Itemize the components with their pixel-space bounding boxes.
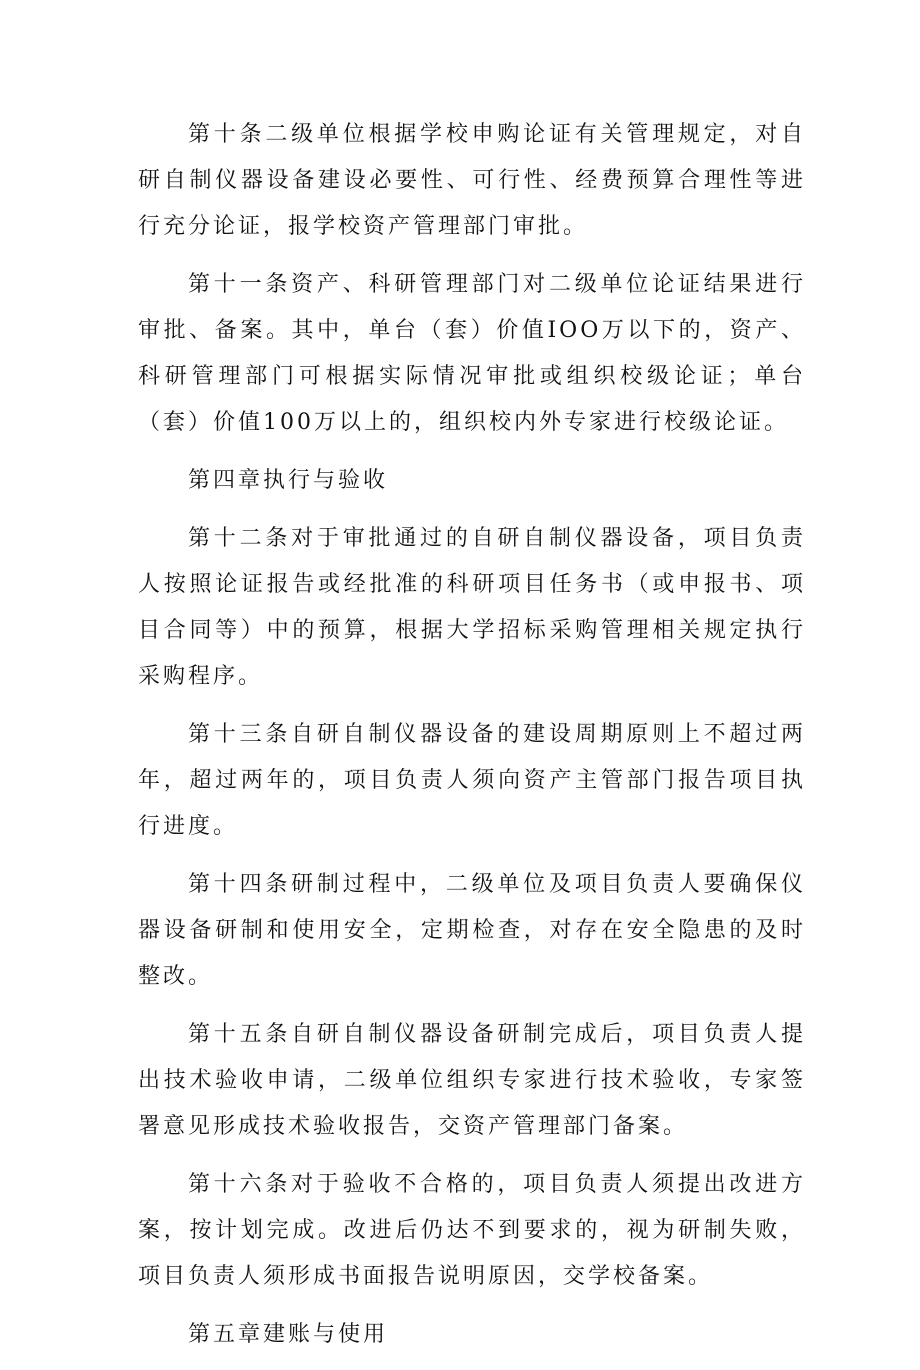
article-13-paragraph: 第十三条自研自制仪器设备的建设周期原则上不超过两年，超过两年的，项目负责人须向资产主管部门报告项目执行进度。 (138, 722, 806, 839)
chapter-4-heading: 第四章执行与验收 (188, 468, 389, 493)
article-15-paragraph: 第十五条自研自制仪器设备研制完成后，项目负责人提出技术验收申请，二级单位组织专家进行技术验收，专家签署意见形成技术验收报告，交资产管理部门备案。 (138, 1022, 806, 1139)
article-10-paragraph: 第十条二级单位根据学校申购论证有关管理规定，对自研自制仪器设备建设必要性、可行性、经费预算合理性等进行充分论证，报学校资产管理部门审批。 (138, 122, 806, 239)
article-16-paragraph: 第十六条对于验收不合格的，项目负责人须提出改进方案，按计划完成。改进后仍达不到要求的，视为研制失败，项目负责人须形成书面报告说明原因，交学校备案。 (138, 1172, 806, 1289)
article-11-paragraph: 第十一条资产、科研管理部门对二级单位论证结果进行审批、备案。其中，单台（套）价值IOO万以下的，资产、科研管理部门可根据实际情况审批或组织校级论证；单台（套）价值100万以上的，组织校内外专家进行校级论证。 (138, 272, 806, 435)
document-body (138, 112, 806, 1370)
chapter-5-heading: 第五章建账与使用 (188, 1322, 389, 1347)
article-12-paragraph: 第十二条对于审批通过的自研自制仪器设备，项目负责人按照论证报告或经批准的科研项目任务书（或申报书、项目合同等）中的预算，根据大学招标采购管理相关规定执行采购程序。 (138, 526, 806, 689)
article-14-paragraph: 第十四条研制过程中，二级单位及项目负责人要确保仪器设备研制和使用安全，定期检查，对存在安全隐患的及时整改。 (138, 872, 806, 989)
